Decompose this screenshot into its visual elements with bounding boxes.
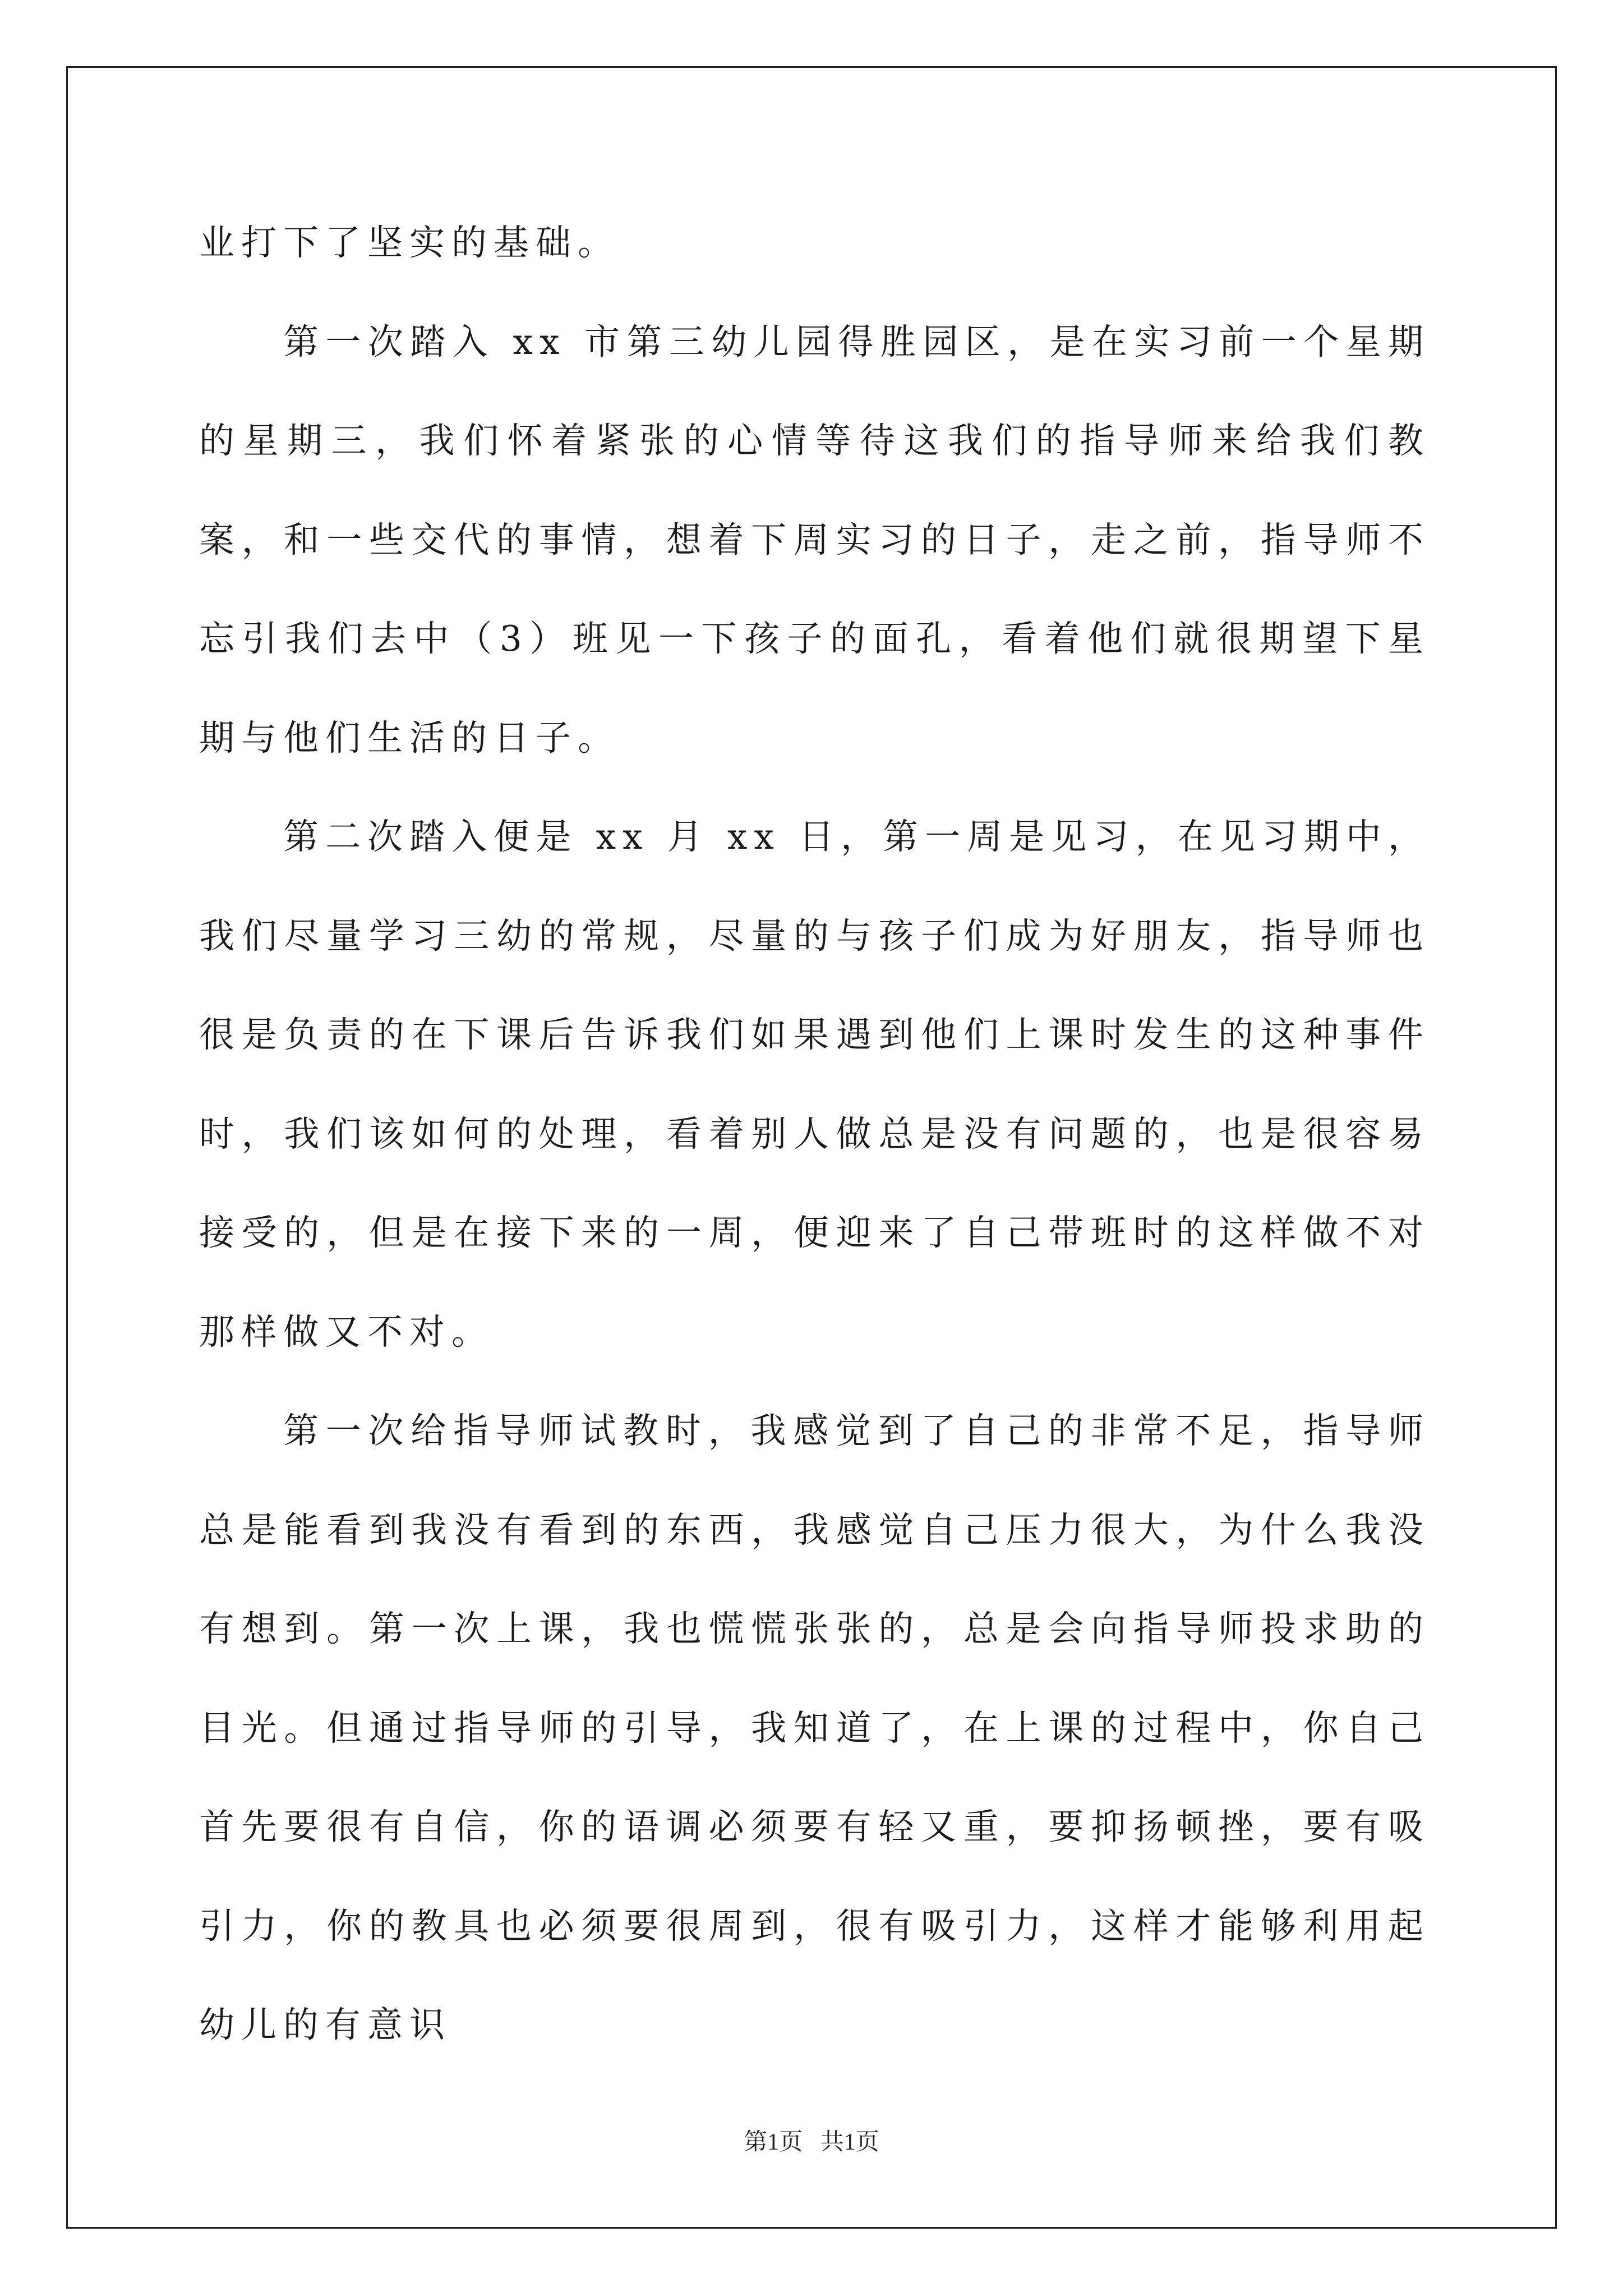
paragraph-first-visit: 第一次踏入 xx 市第三幼儿园得胜园区，是在实习前一个星期的星期三，我们怀着紧张的心情等待这我们的指导师来给我们教案，和一些交代的事情，想着下周实习的日子，走之前，指导师不忘引我们去中（3）班见一下孩子的面孔，看着他们就很期望下星期与他们生活的日子。 (199, 321, 1430, 758)
paragraph-second-visit: 第二次踏入便是 xx 月 xx 日，第一周是见习，在见习期中，我们尽量学习三幼的常规，尽量的与孩子们成为好朋友，指导师也很是负责的在下课后告诉我们如果遇到他们上课时发生的这种事件时，我们该如何的处理，看着别人做总是没有问题的，也是很容易接受的，但是在接下来的一周，便迎来了自己带班时的这样做不对那样做又不对。 (199, 816, 1430, 1352)
document-body (199, 194, 1430, 2075)
paragraph-first-teaching: 第一次给指导师试教时，我感觉到了自己的非常不足，指导师总是能看到我没有看到的东西，我感觉自己压力很大，为什么我没有想到。第一次上课，我也慌慌张张的，总是会向指导师投求助的目光。但通过指导师的引导，我知道了，在上课的过程中，你自己首先要很有自信，你的语调必须要有轻又重，要抑扬顿挫，要有吸引力，你的教具也必须要很周到，很有吸引力，这样才能够利用起幼儿的有意识 (199, 1410, 1430, 2045)
paragraph-continuation: 业打下了坚实的基础。 (199, 222, 620, 263)
page-footer: 第1页 共1页 (744, 2129, 879, 2155)
